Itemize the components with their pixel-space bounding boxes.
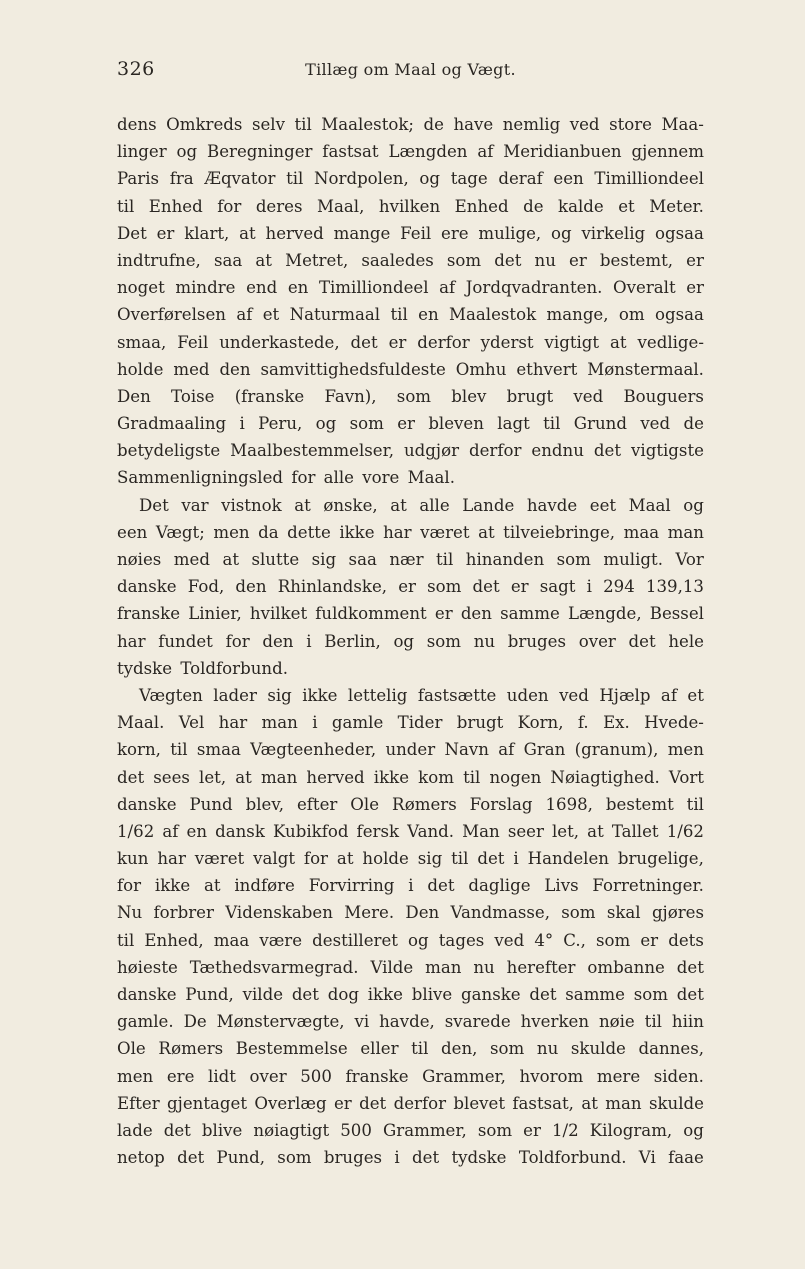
- text-line: linger og Beregninger fastsat Længden af Meridianbuen gjennem: [117, 142, 704, 162]
- text-line: Sammenligningsled for alle vore Maal.: [117, 468, 456, 488]
- text-line: nøies med at slutte sig saa nær til hinanden som muligt. Vor: [117, 550, 704, 569]
- text-line: 1/62 af en dansk Kubikfod fersk Vand. Man seer let, at Tallet 1/62: [117, 821, 704, 841]
- page-number: 326: [117, 58, 155, 80]
- text-line: Gradmaaling i Peru, og som er bleven lagt til Grund ved de: [117, 414, 704, 434]
- text-line: Overførelsen af et Naturmaal til en Maalestok mange, om ogsaa: [117, 305, 704, 325]
- text-line: indtrufne, saa at Metret, saaledes som det nu er bestemt, er: [117, 250, 704, 270]
- text-line: men ere lidt over 500 franske Grammer, hvorom mere siden.: [117, 1066, 704, 1086]
- text-line: lade det blive nøiagtigt 500 Grammer, som er 1/2 Kilogram, og: [117, 1120, 704, 1140]
- text-line: har fundet for den i Berlin, og som nu bruges over det hele: [117, 631, 704, 651]
- text-line: danske Pund, vilde det dog ikke blive ganske det samme som det: [117, 985, 704, 1004]
- text-line: een Vægt; men da dette ikke har været at tilveiebringe, maa man: [117, 522, 704, 542]
- text-line: Maal. Vel har man i gamle Tider brugt Korn, f. Ex. Hvede-: [117, 713, 704, 733]
- text-line: høieste Tæthedsvarmegrad. Vilde man nu herefter ombanne det: [117, 957, 704, 977]
- text-line: netop det Pund, som bruges i det tydske Toldforbund. Vi faae: [117, 1148, 704, 1168]
- text-line: Vægten lader sig ikke lettelig fastsætte uden ved Hjælp af et: [139, 685, 704, 705]
- page-header: [117, 58, 704, 84]
- text-line: Nu forbrer Videnskaben Mere. Den Vandmasse, som skal gjøres: [117, 903, 704, 923]
- text-line: Paris fra Æqvator til Nordpolen, og tage deraf een Timilliondeel: [117, 169, 704, 189]
- text-line: noget mindre end en Timilliondeel af Jordqvadranten. Overalt er: [117, 278, 704, 298]
- running-title: Tillæg om Maal og Vægt.: [305, 60, 516, 79]
- text-line: det sees let, at man herved ikke kom til nogen Nøiagtighed. Vort: [117, 767, 704, 787]
- text-line: kun har været valgt for at holde sig til det i Handelen brugelige,: [117, 849, 704, 869]
- text-line: Efter gjentaget Overlæg er det derfor blevet fastsat, at man skulde: [117, 1093, 704, 1113]
- text-line: Ole Rømers Bestemmelse eller til den, som nu skulde dannes,: [117, 1039, 704, 1059]
- text-line: smaa, Feil underkastede, det er derfor yderst vigtigt at vedlige-: [117, 332, 704, 352]
- text-line: gamle. De Mønstervægte, vi havde, svarede hverken nøie til hiin: [117, 1012, 704, 1032]
- text-line: danske Pund blev, efter Ole Rømers Forslag 1698, bestemt til: [117, 794, 704, 814]
- text-line: Det var vistnok at ønske, at alle Lande havde eet Maal og: [139, 495, 704, 515]
- text-line: betydeligste Maalbestemmelser, udgjør derfor endnu det vigtigste: [117, 441, 704, 461]
- text-line: holde med den samvittighedsfuldeste Omhu ethvert Mønstermaal.: [117, 359, 704, 379]
- text-line: korn, til smaa Vægteenheder, under Navn af Gran (granum), men: [117, 740, 704, 760]
- text-line: for ikke at indføre Forvirring i det daglige Livs Forretninger.: [117, 876, 704, 896]
- text-line: Det er klart, at herved mange Feil ere mulige, og virkelig ogsaa: [117, 223, 704, 243]
- text-line: danske Fod, den Rhinlandske, er som det er sagt i 294 139,13: [117, 577, 704, 597]
- text-line: til Enhed for deres Maal, hvilken Enhed de kalde et Meter.: [117, 196, 704, 216]
- text-line: Den Toise (franske Favn), som blev brugt ved Bouguers: [117, 386, 704, 406]
- text-line: tydske Toldforbund.: [117, 658, 288, 678]
- text-line: dens Omkreds selv til Maalestok; de have nemlig ved store Maa-: [117, 115, 704, 134]
- text-line: franske Linier, hvilket fuldkomment er den samme Længde, Bessel: [117, 604, 704, 624]
- text-line: til Enhed, maa være destilleret og tages ved 4° C., som er dets: [117, 930, 704, 950]
- body-text: [117, 111, 704, 1171]
